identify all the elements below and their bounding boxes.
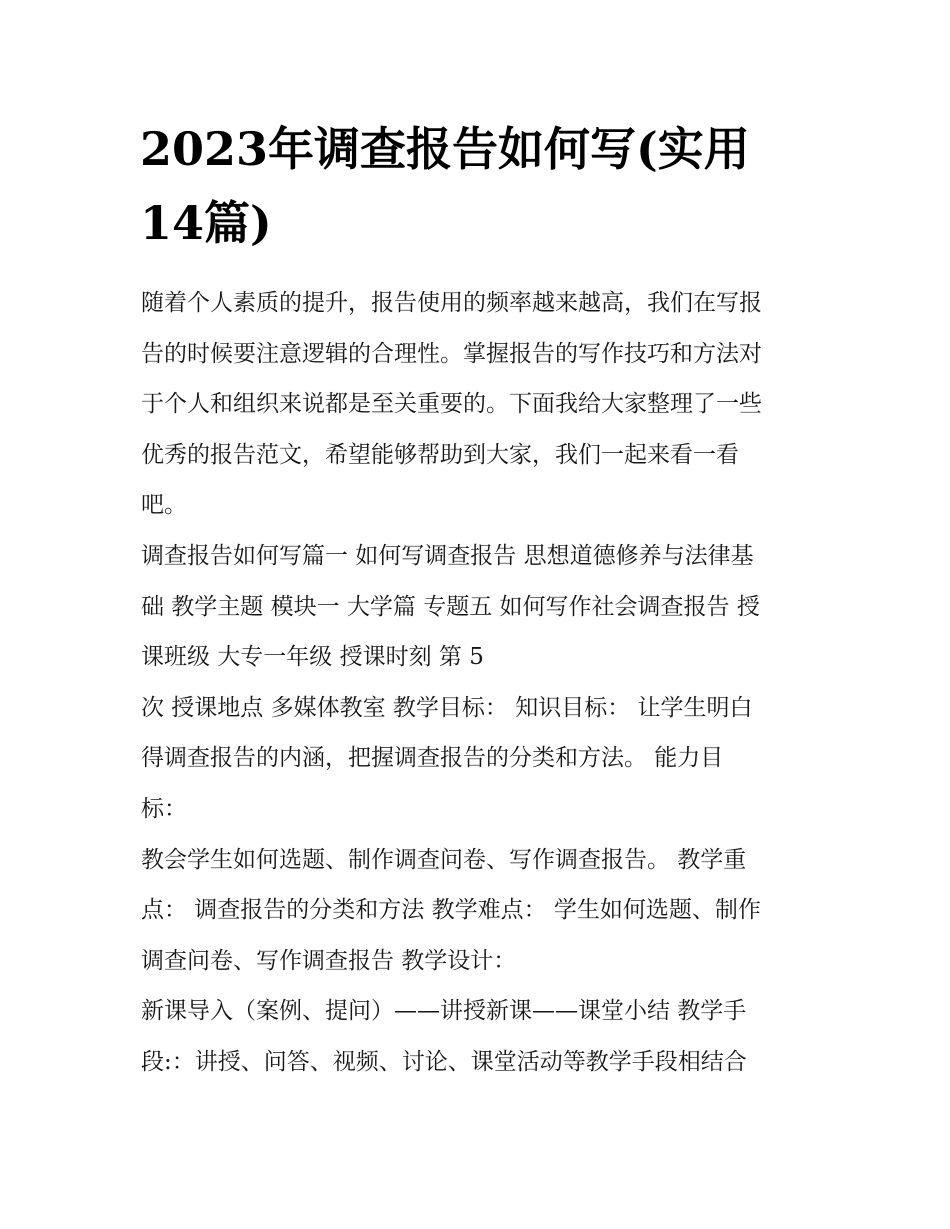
body-line: 教会学生如何选题、制作调查问卷、写作调查报告。 教学重 <box>141 846 747 873</box>
body-line: 得调查报告的内涵，把握调查报告的分类和方法。 能力目 <box>141 745 724 772</box>
body-line: 标： <box>141 795 187 822</box>
body-line: 吧。 <box>141 492 187 519</box>
title-line: 2023年调查报告如何写(实用 <box>140 122 750 176</box>
body-line: 优秀的报告范文，希望能够帮助到大家，我们一起来看一看 <box>141 441 739 468</box>
body-line: 段:：讲授、问答、视频、讨论、课堂活动等教学手段相结合 <box>141 1048 747 1075</box>
document-title <box>140 112 820 260</box>
title-line: 14篇) <box>140 196 272 250</box>
body-line: 础 教学主题 模块一 大学篇 专题五 如何写作社会调查报告 授 <box>141 593 760 620</box>
body-line: 告的时候要注意逻辑的合理性。掌握报告的写作技巧和方法对 <box>141 340 762 367</box>
body-line: 新课导入（案例、提问）——讲授新课——课堂小结 教学手 <box>141 998 747 1025</box>
body-line: 调查问卷、写作调查报告 教学设计： <box>141 947 517 974</box>
document-body <box>141 278 821 1088</box>
body-line: 调查报告如何写篇一 如何写调查报告 思想道德修养与法律基 <box>141 542 754 569</box>
body-line: 次 授课地点 多媒体教室 教学目标： 知识目标： 让学生明白 <box>141 694 753 721</box>
body-line: 于个人和组织来说都是至关重要的。下面我给大家整理了一些 <box>141 391 762 418</box>
body-line: 课班级 大专一年级 授课时刻 第 5 <box>141 644 484 671</box>
body-line: 点： 调查报告的分类和方法 教学难点： 学生如何选题、制作 <box>141 897 761 924</box>
body-line: 随着个人素质的提升，报告使用的频率越来越高，我们在写报 <box>141 290 762 316</box>
